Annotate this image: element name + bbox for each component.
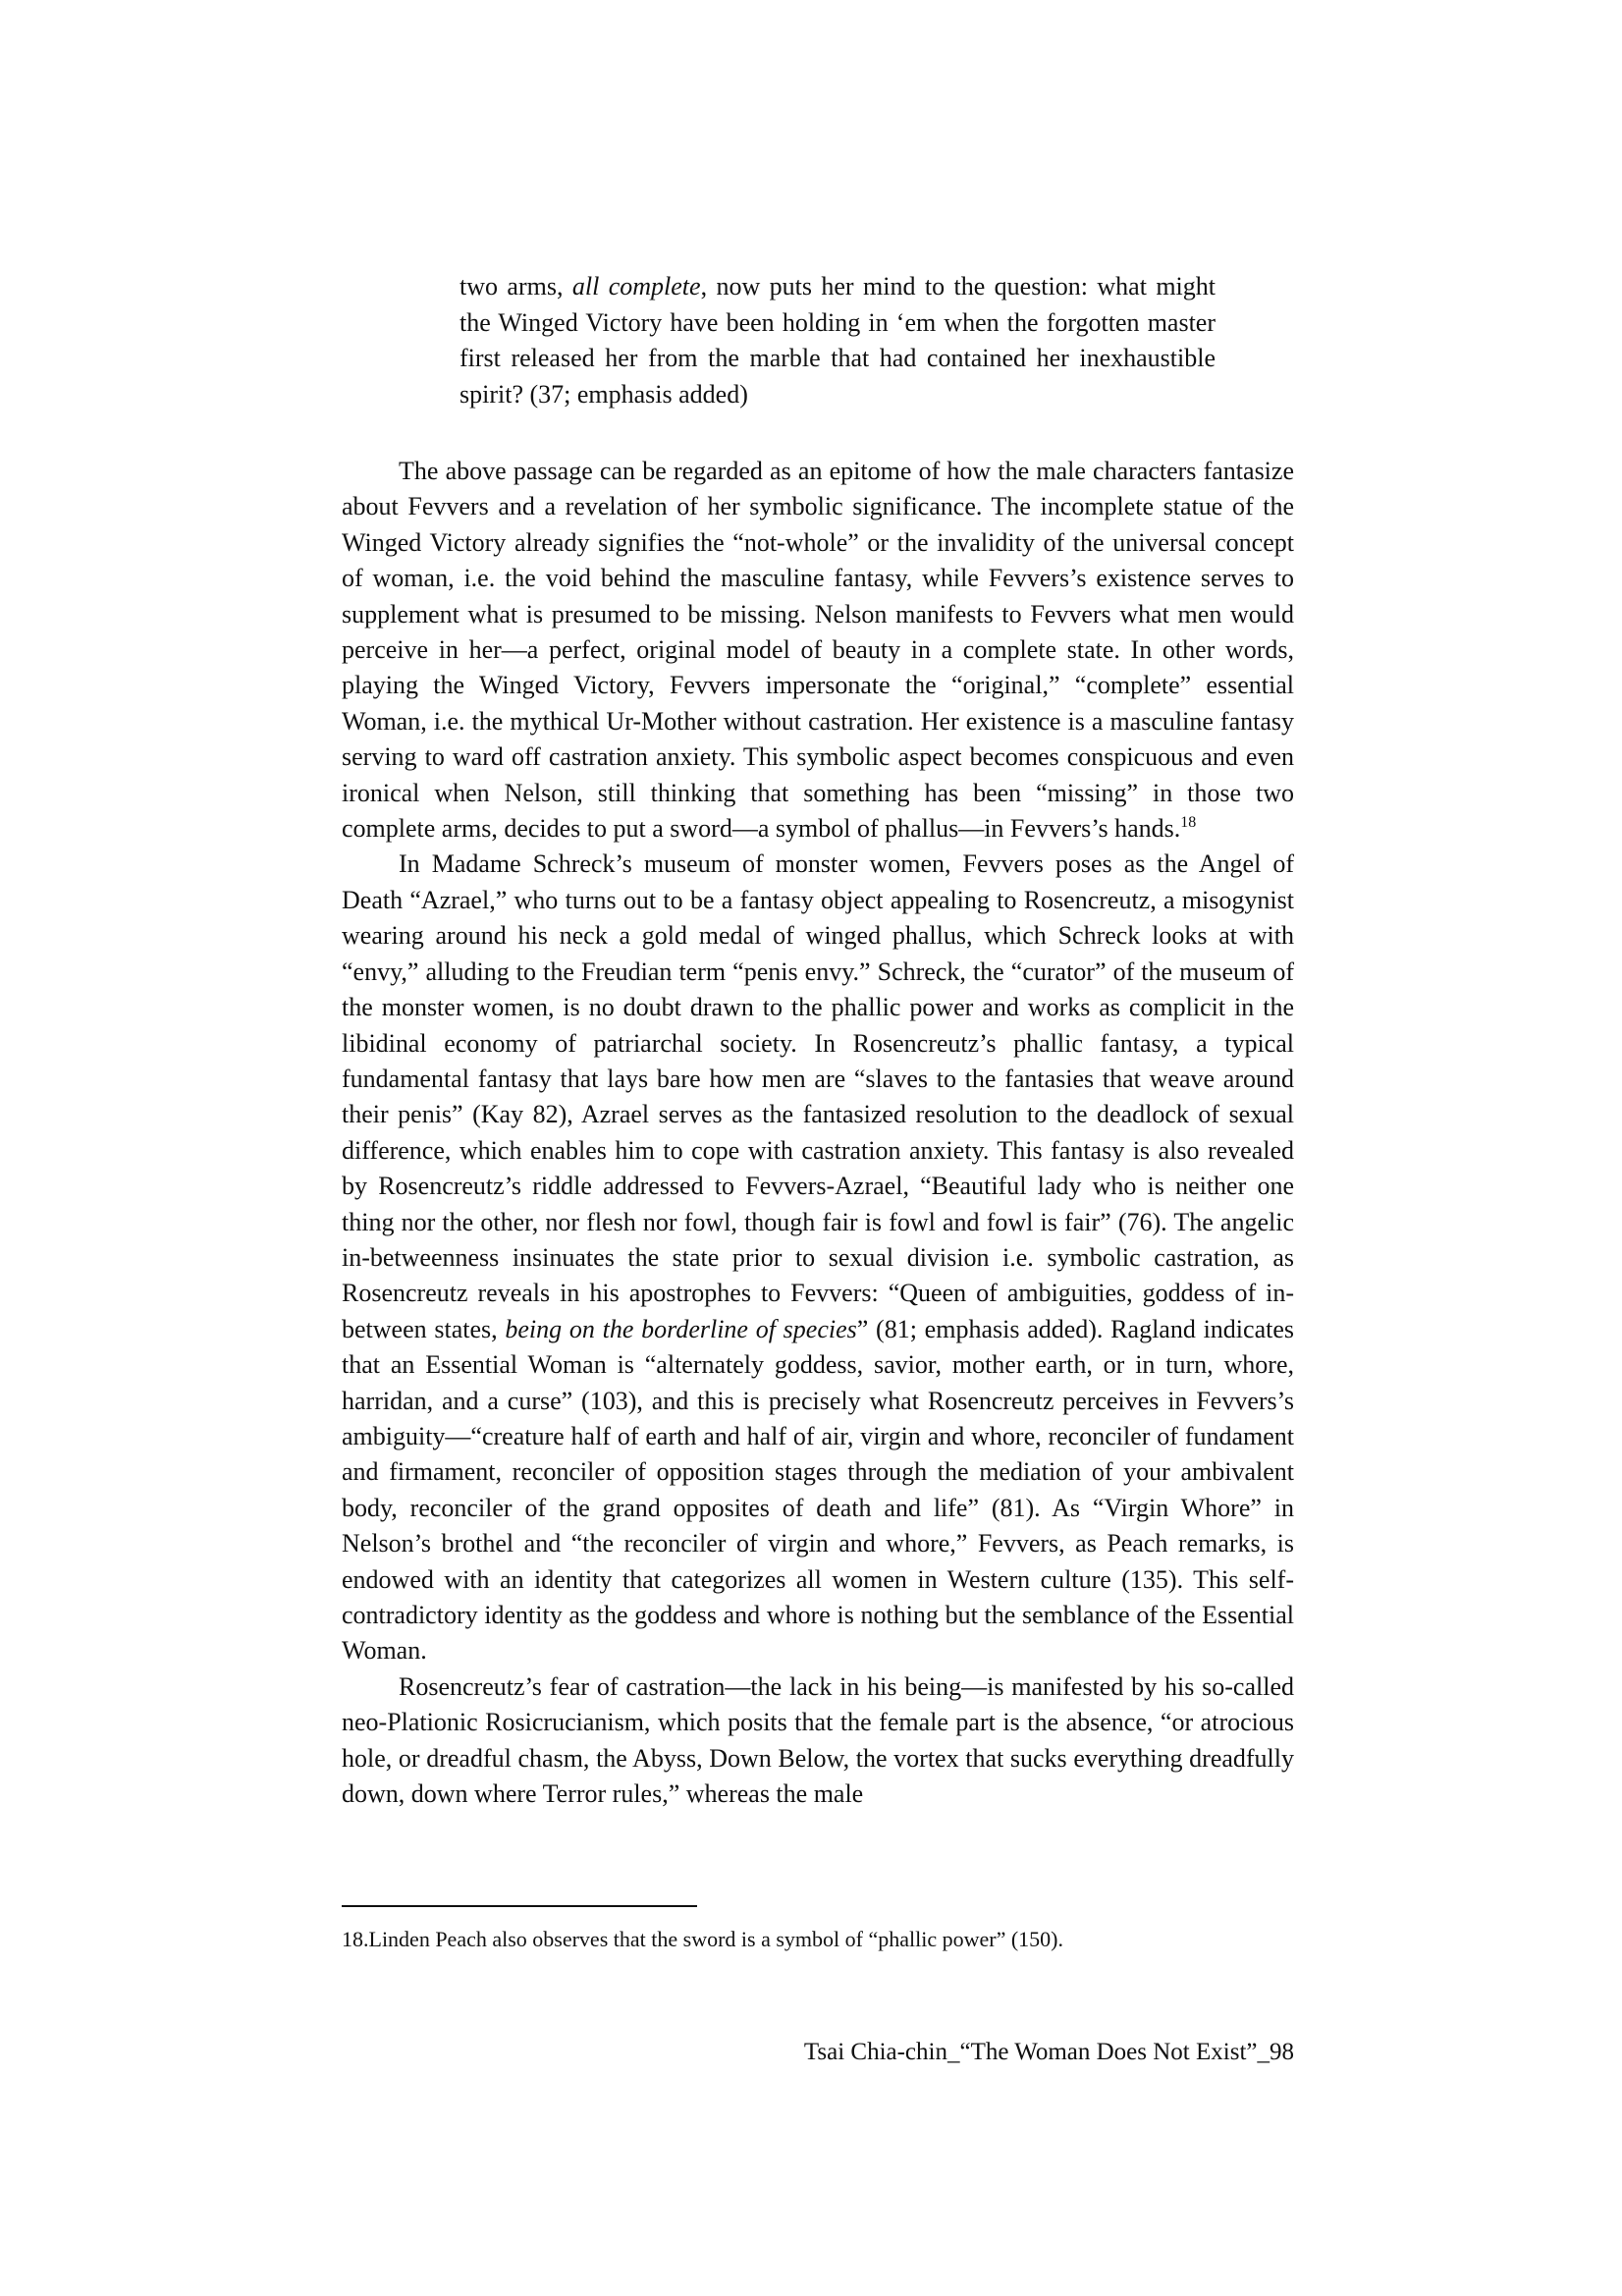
running-footer: Tsai Chia-chin_“The Woman Does Not Exist”_98 bbox=[803, 2039, 1294, 2065]
paragraph-1-text: The above passage can be regarded as an epitome of how the male characters fantasize about Fevvers and a revelation of her symbolic significance. The incomplete statue of the Winged Victory already signifies the “not-whole” or the invalidity of the universal concept of woman, i.e. the void behind the masculine fantasy, while Fevvers’s existence serves to supplement what is presumed to be missing. Nelson manifests to Fevvers what men would perceive in her—a perfect, original model of beauty in a complete state. In other words, playing the Winged Victory, Fevvers impersonate the “original,” “complete” essential Woman, i.e. the mythical Ur-Mother without castration. Her existence is a masculine fantasy serving to ward off castration anxiety. This symbolic aspect becomes conspicuous and even ironical when Nelson, still thinking that something has been “missing” in those two complete arms, decides to put a sword—a symbol of phallus—in Fevvers’s hands. bbox=[342, 457, 1294, 844]
footnote-separator bbox=[342, 1905, 697, 1907]
quote-emphasis: all complete bbox=[571, 272, 701, 301]
paragraph-3 bbox=[342, 1669, 1294, 1813]
paragraph-1 bbox=[342, 454, 1294, 847]
footnote: 18.Linden Peach also observes that the sword is a symbol of “phallic power” (150). bbox=[342, 1927, 1063, 1951]
quote-text-end: , now puts her mind to the question: what might the Winged Victory have been holding in ‘em when the forgotten master first released her from the marble that had contained her inexhaustible spirit? (37; emphasis added) bbox=[460, 272, 1216, 409]
paragraph-3-text: Rosencreutz’s fear of castration—the lack in his being—is manifested by his so-called neo-Plationic Rosicrucianism, which posits that the female part is the absence, “or atrocious hole, or dreadful chasm, the Abyss, Down Below, the vortex that sucks everything dreadfully down, down where Terror rules,” whereas the male bbox=[342, 1671, 1294, 1809]
paragraph-2-text-end: ” (81; emphasis added). Ragland indicates that an Essential Woman is “alternately goddess, savior, mother earth, or in turn, whore, harridan, and a curse” (103), and this is precisely what Rosencreutz perceives in Fevvers’s ambiguity—“creature half of earth and half of air, virgin and whore, reconciler of fundament and firmament, reconciler of opposition stages through the mediation of your ambivalent body, reconciler of the grand opposites of death and life” (81). As “Virgin Whore” in Nelson’s brothel and “the reconciler of virgin and whore,” Fevvers, as Peach remarks, is endowed with an identity that categorizes all women in Western culture (135). This self-contradictory identity as the goddess and whore is nothing but the semblance of the Essential Woman. bbox=[342, 1314, 1294, 1666]
block-quotation bbox=[460, 269, 1216, 412]
quote-text-start: two arms, bbox=[460, 272, 572, 301]
body-text bbox=[342, 454, 1294, 1812]
paragraph-2-emphasis: being on the borderline of species bbox=[505, 1314, 857, 1343]
footnote-reference[interactable]: 18 bbox=[1180, 814, 1197, 832]
paragraph-2-text-start: In Madame Schreck’s museum of monster women, Fevvers poses as the Angel of Death “Azrael,” who turns out to be a fantasy object appealing to Rosencreutz, a misogynist wearing around his neck a gold medal of winged phallus, which Schreck looks at with “envy,” alluding to the Freudian term “penis envy.” Schreck, the “curator” of the museum of the monster women, is no doubt drawn to the phallic power and works as complicit in the libidinal economy of patriarchal society. In Rosencreutz’s phallic fantasy, a typical fundamental fantasy that lays bare how men are “slaves to the fantasies that weave around their penis” (Kay 82), Azrael serves as the fantasized resolution to the deadlock of sexual difference, which enables him to cope with castration anxiety. This fantasy is also revealed by Rosencreutz’s riddle addressed to Fevvers-Azrael, “Beautiful lady who is neither one thing nor the other, nor flesh nor fowl, though fair is fowl and fowl is fair” (76). The angelic in-betweenness insinuates the state prior to sexual division i.e. symbolic castration, as Rosencreutz reveals in his apostrophes to Fevvers: “Queen of ambiguities, goddess of in-between states, bbox=[342, 849, 1294, 1343]
block-quotation-text bbox=[460, 269, 1216, 412]
paragraph-2 bbox=[342, 847, 1294, 1668]
